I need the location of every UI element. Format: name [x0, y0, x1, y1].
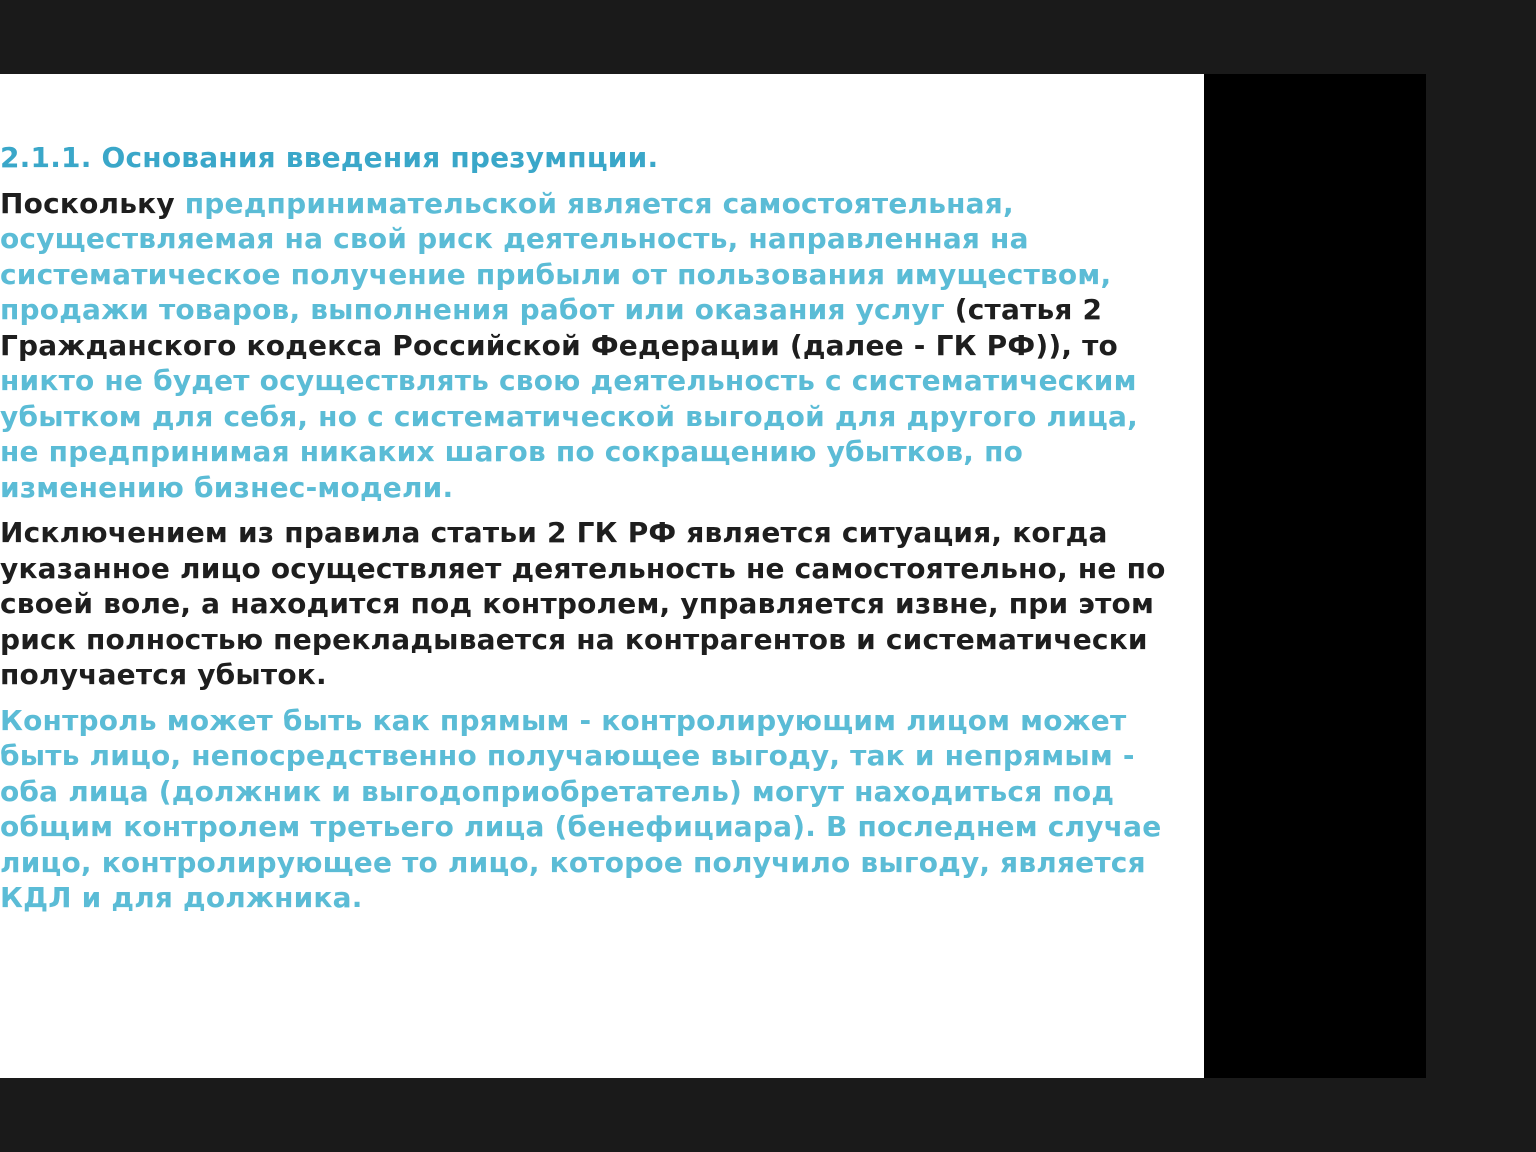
slide-heading: 2.1.1. Основания введения презумпции. [0, 141, 659, 174]
conclusion-text: никто не будет осуществлять свою деятельность с систематическим убытком для себя, но с систематической выгодой для другого лица, не предпринимая никаких шагов по сокращению убытков, по изменению бизнес-модели. [0, 364, 1138, 504]
definition-text: предпринимательской является самостоятельная, осуществляемая на свой риск деятельность, направленная на систематическое получение прибыли от пользования имуществом, продажи товаров, выполнения работ или оказания услуг [0, 186, 1112, 326]
slide-content [0, 140, 1170, 926]
presentation-slide [0, 74, 1204, 1078]
video-pane [1204, 74, 1426, 1078]
paragraph-exception: Исключением из правила статьи 2 ГК РФ является ситуация, когда указанное лицо осуществляет деятельность не самостоятельно, не по своей воле, а находится под контролем, управляется извне, при этом риск полностью перекладывается на контрагентов и систематически получается убыток. [0, 516, 1166, 691]
paragraph-control: Контроль может быть как прямым - контролирующим лицом может быть лицо, непосредственно получающее выгоду, так и непрямым - оба лица (должник и выгодоприобретатель) могут находиться под общим контролем третьего лица (бенефициара). В последнем случае лицо, контролирующее то лицо, которое получило выгоду, является КДЛ и для должника. [0, 703, 1162, 914]
paragraph-definition [0, 186, 1170, 506]
paragraph-lead: Поскольку [0, 186, 185, 220]
law-reference: (статья 2 Гражданского кодекса Российской Федерации (далее - ГК РФ)), то [0, 293, 1118, 362]
